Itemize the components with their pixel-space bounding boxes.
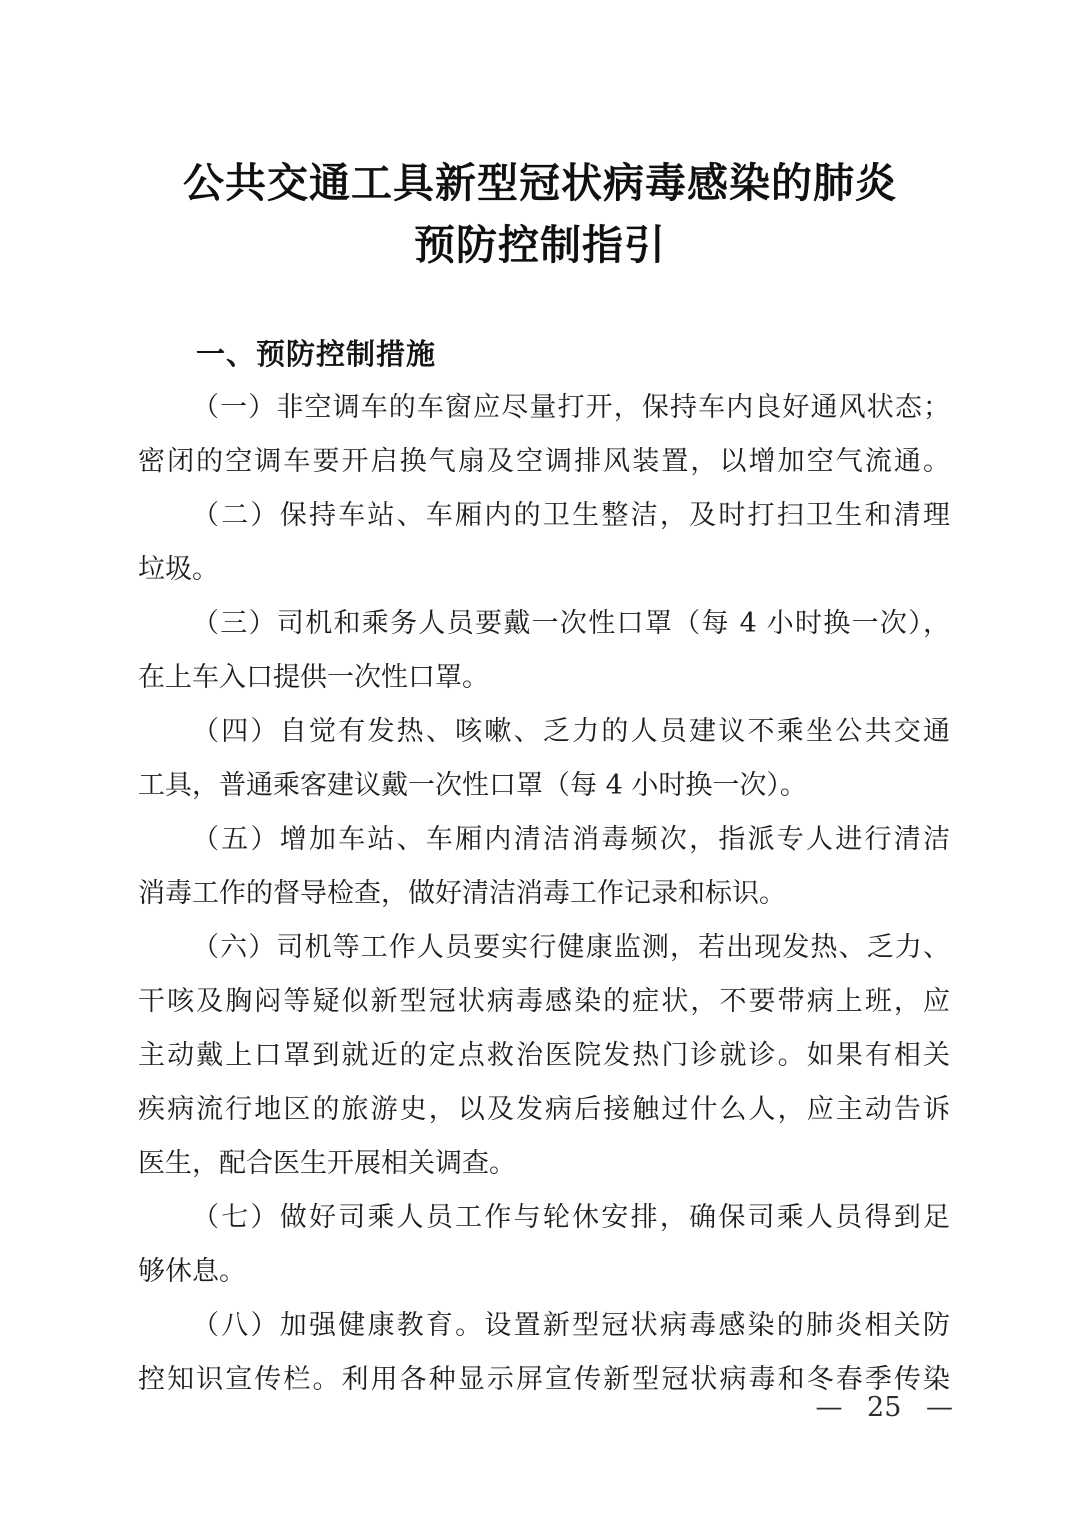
body-line: 主动戴上口罩到就近的定点救治医院发热门诊就诊。如果有相关 (138, 1040, 950, 1071)
body-line: 在上车入口提供一次性口罩。 (138, 662, 489, 693)
document-title-line-1: 公共交通工具新型冠状病毒感染的肺炎 (183, 159, 897, 207)
paragraph (138, 921, 950, 1191)
page-number-dash-right: — (926, 1392, 953, 1423)
body-line: （六）司机等工作人员要实行健康监测，若出现发热、乏力、 (192, 932, 950, 963)
body-line: 垃圾。 (138, 554, 219, 585)
body-line: （五）增加车站、车厢内清洁消毒频次，指派专人进行清洁 (192, 824, 950, 855)
body-line: （四）自觉有发热、咳嗽、乏力的人员建议不乘坐公共交通 (192, 716, 950, 747)
paragraph (138, 813, 950, 921)
body-line: 干咳及胸闷等疑似新型冠状病毒感染的症状，不要带病上班，应 (138, 986, 950, 1017)
body-line: 够休息。 (138, 1256, 246, 1287)
paragraph-list (138, 381, 950, 1407)
body-line: （二）保持车站、车厢内的卫生整洁，及时打扫卫生和清理 (192, 500, 950, 531)
section-heading: 一、预防控制措施 (196, 337, 437, 371)
page-number (815, 1392, 953, 1424)
body-line: （三）司机和乘务人员要戴一次性口罩（每 4 小时换一次）， (192, 608, 950, 639)
page-number-value: 25 (867, 1392, 902, 1423)
paragraph (138, 1299, 950, 1407)
body-line: 疾病流行地区的旅游史，以及发病后接触过什么人，应主动告诉 (138, 1094, 950, 1125)
document-body (138, 327, 950, 1407)
body-line: （一）非空调车的车窗应尽量打开，保持车内良好通风状态； (192, 392, 950, 423)
body-line: 医生，配合医生开展相关调查。 (138, 1148, 516, 1179)
document-title-line-2: 预防控制指引 (414, 221, 666, 269)
paragraph (138, 705, 950, 813)
paragraph (138, 1191, 950, 1299)
body-line: （七）做好司乘人员工作与轮休安排，确保司乘人员得到足 (192, 1202, 950, 1233)
paragraph (138, 597, 950, 705)
paragraph (138, 381, 950, 489)
body-line: 消毒工作的督导检查，做好清洁消毒工作记录和标识。 (138, 878, 786, 909)
body-line: （八）加强健康教育。设置新型冠状病毒感染的肺炎相关防 (192, 1310, 950, 1341)
paragraph (138, 489, 950, 597)
document-title (0, 152, 1080, 276)
body-line: 密闭的空调车要开启换气扇及空调排风装置，以增加空气流通。 (138, 446, 950, 477)
page-number-dash-left: — (815, 1392, 843, 1423)
body-line: 工具，普通乘客建议戴一次性口罩（每 4 小时换一次）。 (138, 770, 807, 801)
body-line: 控知识宣传栏。利用各种显示屏宣传新型冠状病毒和冬春季传染 (138, 1364, 950, 1395)
